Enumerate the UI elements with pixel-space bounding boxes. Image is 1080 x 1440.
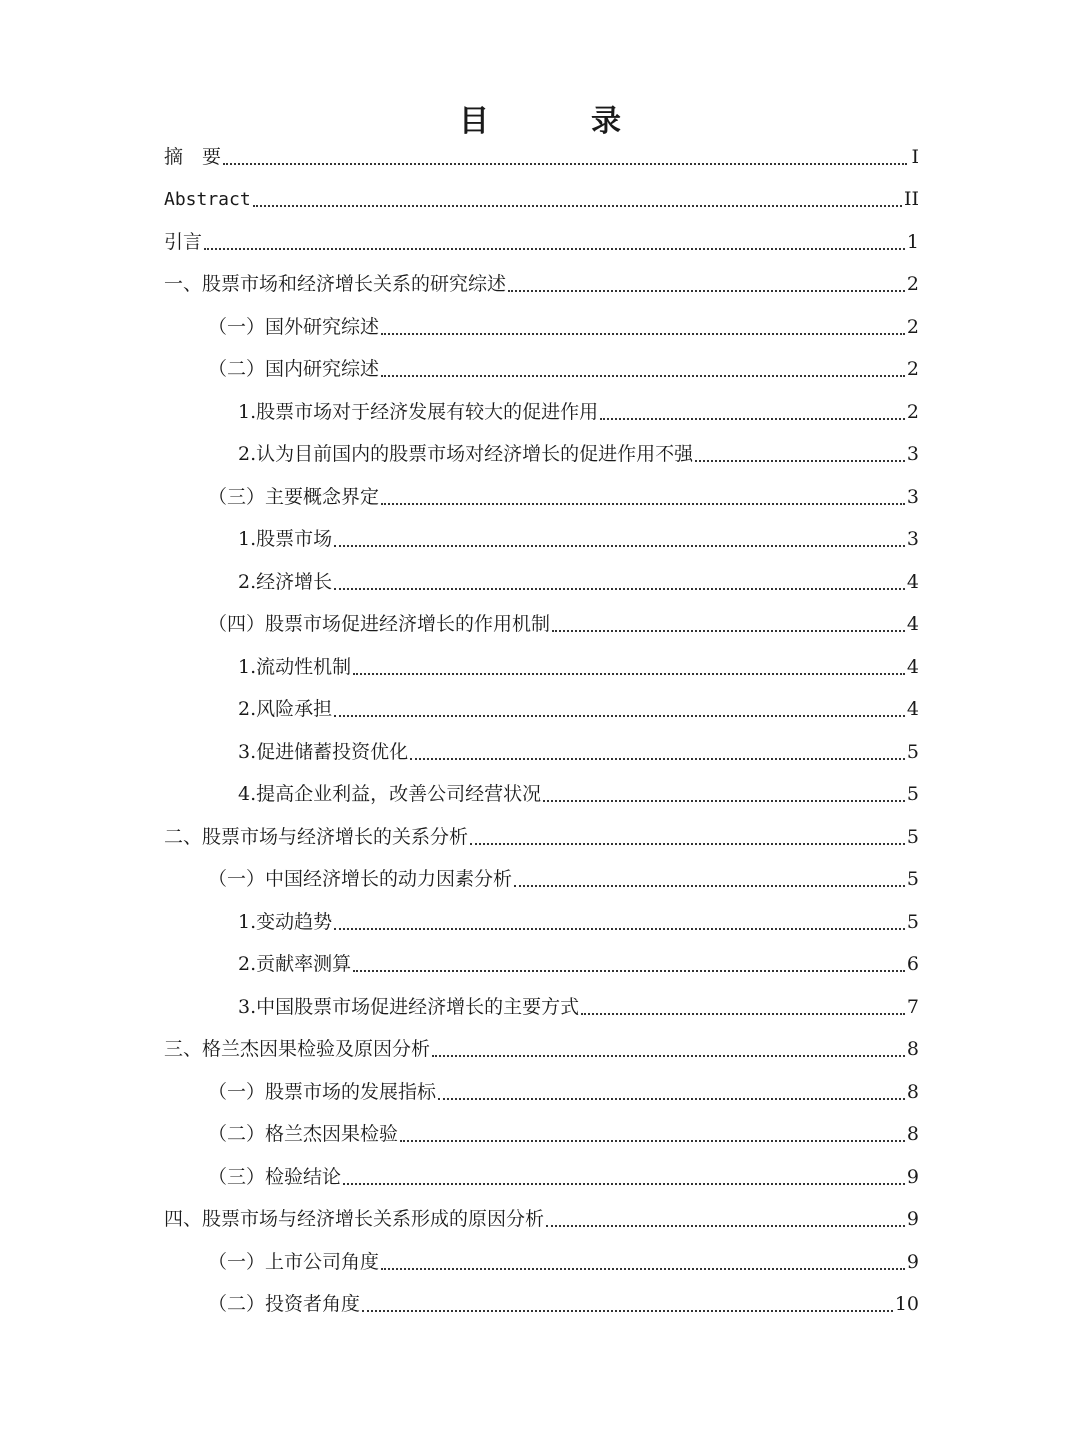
toc-entry-section[interactable] xyxy=(164,1241,919,1284)
toc-entry-label: Abstract xyxy=(164,188,251,210)
toc-entry-chapter-3[interactable] xyxy=(164,1029,919,1072)
toc-entry-section[interactable] xyxy=(164,306,919,349)
toc-leader-dots xyxy=(253,186,902,207)
toc-entry-label: 1.股票市场 xyxy=(238,528,333,551)
toc-entry-label: 二、股票市场与经济增长的关系分析 xyxy=(164,825,469,848)
toc-leader-dots xyxy=(381,484,905,505)
toc-entry-page: I xyxy=(911,145,919,168)
toc-entry-subsection[interactable] xyxy=(164,689,919,732)
toc-leader-dots xyxy=(223,144,907,165)
toc-entry-page: 9 xyxy=(906,1165,919,1188)
toc-leader-dots xyxy=(334,696,905,717)
toc-entry-section[interactable] xyxy=(164,1114,919,1157)
toc-entry-label: 引言 xyxy=(164,230,203,253)
toc-leader-dots xyxy=(334,526,905,547)
toc-entry-page: 1 xyxy=(906,230,919,253)
toc-entry-section[interactable] xyxy=(164,1071,919,1114)
toc-leader-dots xyxy=(353,654,905,675)
toc-leader-dots xyxy=(543,781,905,802)
toc-entry-label: （四）股票市场促进经济增长的作用机制 xyxy=(208,613,551,636)
toc-leader-dots xyxy=(600,399,905,420)
toc-entry-section[interactable] xyxy=(164,604,919,647)
toc-entry-section[interactable] xyxy=(164,349,919,392)
toc-leader-dots xyxy=(381,356,905,377)
toc-entry-label: （一）中国经济增长的动力因素分析 xyxy=(208,868,513,891)
toc-entry-label: 摘 要 xyxy=(164,145,222,168)
toc-leader-dots xyxy=(508,271,905,292)
toc-entry-abstract-en[interactable] xyxy=(164,179,919,222)
toc-entry-page: 5 xyxy=(906,740,919,763)
toc-entry-page: 2 xyxy=(906,273,919,296)
toc-entry-chapter-2[interactable] xyxy=(164,816,919,859)
toc-entry-page: 4 xyxy=(906,698,919,721)
toc-entry-label: 4.提高企业利益，改善公司经营状况 xyxy=(238,783,542,806)
toc-entry-section[interactable] xyxy=(164,476,919,519)
toc-entry-subsection[interactable] xyxy=(164,901,919,944)
toc-entry-label: （二）国内研究综述 xyxy=(208,358,380,381)
toc-leader-dots xyxy=(381,314,905,335)
toc-entry-page: 5 xyxy=(906,868,919,891)
toc-entry-page: 7 xyxy=(906,995,919,1018)
toc-entry-chapter-1[interactable] xyxy=(164,264,919,307)
toc-entry-label: （三）主要概念界定 xyxy=(208,485,380,508)
toc-entry-section[interactable] xyxy=(164,1156,919,1199)
toc-entry-label: 3.中国股票市场促进经济增长的主要方式 xyxy=(238,995,580,1018)
toc-entry-label: （三）检验结论 xyxy=(208,1165,342,1188)
toc-entry-page: 8 xyxy=(906,1038,919,1061)
toc-entry-label: 1.流动性机制 xyxy=(238,655,352,678)
toc-entry-page: 8 xyxy=(906,1080,919,1103)
toc-entry-subsection[interactable] xyxy=(164,986,919,1029)
toc-leader-dots xyxy=(581,994,905,1015)
toc-title: 目 录 xyxy=(459,104,657,139)
toc-leader-dots xyxy=(343,1164,905,1185)
toc-entry-page: 2 xyxy=(906,358,919,381)
toc-leader-dots xyxy=(546,1206,905,1227)
toc-entry-section[interactable] xyxy=(164,1284,919,1327)
toc-entry-page: 2 xyxy=(906,315,919,338)
toc-leader-dots xyxy=(695,441,905,462)
toc-entry-page: 3 xyxy=(906,485,919,508)
toc-entry-label: （一）股票市场的发展指标 xyxy=(208,1080,437,1103)
toc-entry-section[interactable] xyxy=(164,859,919,902)
toc-entry-page: 5 xyxy=(906,910,919,933)
toc-entry-page: 4 xyxy=(906,570,919,593)
toc-entry-label: 1.股票市场对于经济发展有较大的促进作用 xyxy=(238,400,599,423)
toc-leader-dots xyxy=(334,569,905,590)
toc-entry-page: II xyxy=(903,188,919,211)
toc-entry-page: 3 xyxy=(906,528,919,551)
toc-entry-label: 1.变动趋势 xyxy=(238,910,333,933)
toc-entry-introduction[interactable] xyxy=(164,221,919,264)
toc-leader-dots xyxy=(438,1079,905,1100)
toc-entry-page: 8 xyxy=(906,1123,919,1146)
toc-list xyxy=(164,136,919,1326)
toc-entry-label: （二）投资者角度 xyxy=(208,1293,361,1316)
toc-leader-dots xyxy=(362,1291,893,1312)
toc-entry-subsection[interactable] xyxy=(164,731,919,774)
toc-entry-label: 四、股票市场与经济增长关系形成的原因分析 xyxy=(164,1208,545,1231)
toc-leader-dots xyxy=(400,1121,905,1142)
toc-entry-subsection[interactable] xyxy=(164,391,919,434)
toc-entry-page: 5 xyxy=(906,825,919,848)
toc-leader-dots xyxy=(353,951,905,972)
toc-entry-subsection[interactable] xyxy=(164,434,919,477)
toc-entry-page: 5 xyxy=(906,783,919,806)
toc-entry-label: （一）上市公司角度 xyxy=(208,1250,380,1273)
toc-leader-dots xyxy=(470,824,905,845)
toc-entry-subsection[interactable] xyxy=(164,774,919,817)
toc-entry-label: （一）国外研究综述 xyxy=(208,315,380,338)
toc-entry-label: 2.认为目前国内的股票市场对经济增长的促进作用不强 xyxy=(238,443,694,466)
toc-entry-page: 3 xyxy=(906,443,919,466)
toc-entry-page: 9 xyxy=(906,1208,919,1231)
toc-leader-dots xyxy=(432,1036,905,1057)
toc-entry-page: 9 xyxy=(906,1250,919,1273)
toc-entry-subsection[interactable] xyxy=(164,646,919,689)
toc-entry-page: 4 xyxy=(906,613,919,636)
toc-entry-label: 一、股票市场和经济增长关系的研究综述 xyxy=(164,273,507,296)
toc-entry-abstract-cn[interactable] xyxy=(164,136,919,179)
toc-leader-dots xyxy=(514,866,905,887)
toc-entry-subsection[interactable] xyxy=(164,944,919,987)
toc-leader-dots xyxy=(381,1249,905,1270)
toc-leader-dots xyxy=(334,909,905,930)
toc-entry-label: 2.经济增长 xyxy=(238,570,333,593)
toc-entry-label: 三、格兰杰因果检验及原因分析 xyxy=(164,1038,431,1061)
toc-entry-page: 4 xyxy=(906,655,919,678)
toc-entry-label: 2.贡献率测算 xyxy=(238,953,352,976)
toc-entry-label: 2.风险承担 xyxy=(238,698,333,721)
toc-entry-subsection[interactable] xyxy=(164,519,919,562)
toc-entry-subsection[interactable] xyxy=(164,561,919,604)
toc-entry-page: 10 xyxy=(894,1293,919,1316)
toc-leader-dots xyxy=(204,229,905,250)
toc-leader-dots xyxy=(552,611,905,632)
toc-entry-page: 2 xyxy=(906,400,919,423)
toc-entry-page: 6 xyxy=(906,953,919,976)
toc-entry-chapter-4[interactable] xyxy=(164,1199,919,1242)
toc-entry-label: （二）格兰杰因果检验 xyxy=(208,1123,399,1146)
toc-entry-label: 3.促进储蓄投资优化 xyxy=(238,740,409,763)
toc-leader-dots xyxy=(410,739,905,760)
